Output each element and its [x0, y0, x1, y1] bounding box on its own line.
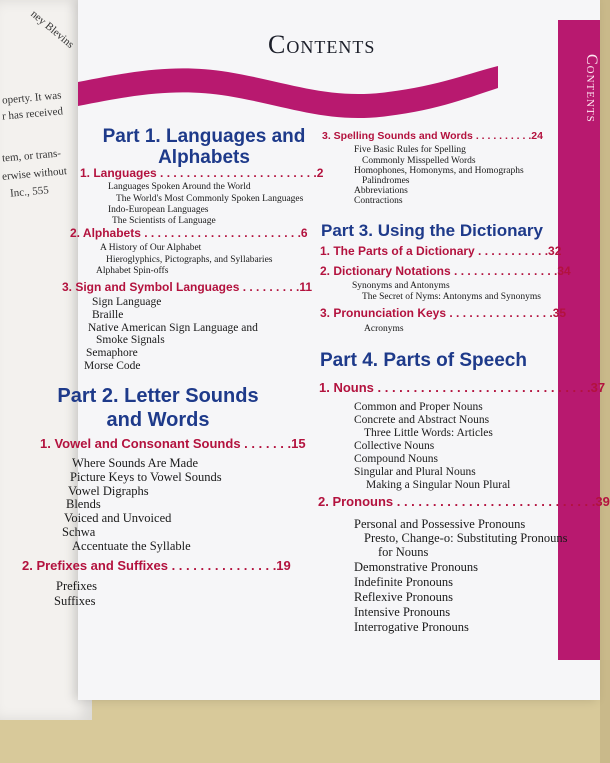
- left-page-fragment: r has received: [1, 105, 64, 123]
- section-heading: 1. Languages . . . . . . . . . . . . . . . . . . . . . . . .2: [80, 166, 324, 180]
- toc-item: Acronyms: [364, 324, 404, 334]
- toc-item: Intensive Pronouns: [354, 605, 451, 619]
- toc-item: Sign Language: [92, 296, 162, 308]
- toc-item: A History of Our Alphabet: [100, 243, 202, 253]
- toc-item: Abbreviations: [354, 186, 408, 196]
- toc-item: Hieroglyphics, Pictographs, and Syllabaries: [106, 255, 273, 265]
- toc-item: Homophones, Homonyms, and Homographs: [354, 166, 524, 176]
- toc-item: Synonyms and Antonyms: [352, 281, 450, 291]
- toc-item: Schwa: [62, 525, 96, 539]
- toc-item: Contractions: [354, 196, 403, 206]
- left-page-fragment: operty. It was: [1, 89, 62, 107]
- part-heading: Part 1. Languages and Alphabets: [102, 126, 306, 168]
- toc-item: The Secret of Nyms: Antonyms and Synonyms: [362, 292, 541, 302]
- toc-item: Common and Proper Nouns: [354, 401, 483, 413]
- section-heading: 3. Spelling Sounds and Words . . . . . . . . . .24: [322, 130, 543, 142]
- section-heading: 3. Sign and Symbol Languages . . . . . . . . .11: [62, 280, 313, 294]
- toc-item: Five Basic Rules for Spelling: [354, 145, 466, 155]
- left-page-fragment: tem, or trans-: [1, 147, 62, 165]
- toc-item: Collective Nouns: [354, 440, 435, 452]
- toc-item: Three Little Words: Articles: [364, 427, 493, 439]
- toc-item: Singular and Plural Nouns: [354, 466, 476, 478]
- section-heading: 2. Prefixes and Suffixes . . . . . . . . . . . . . . .19: [22, 558, 291, 573]
- section-heading: 1. The Parts of a Dictionary . . . . . . . . . . .32: [320, 244, 562, 258]
- part-heading: Part 2. Letter Sounds and Words: [57, 385, 259, 431]
- toc-item: Native American Sign Language and: [88, 322, 258, 334]
- toc-item: Morse Code: [84, 360, 141, 372]
- part-heading: Part 4. Parts of Speech: [320, 350, 527, 371]
- toc-item: Where Sounds Are Made: [72, 456, 199, 470]
- decorative-wave: [78, 62, 498, 122]
- toc-item: Reflexive Pronouns: [354, 590, 453, 604]
- toc-item: Demonstrative Pronouns: [354, 560, 478, 574]
- toc-item: Compound Nouns: [354, 453, 439, 465]
- section-heading: 3. Pronunciation Keys . . . . . . . . . . . . . . . .35: [320, 306, 567, 320]
- left-page-fragment: erwise without: [1, 165, 68, 183]
- toc-item: Alphabet Spin-offs: [96, 266, 169, 276]
- section-heading: 2. Pronouns . . . . . . . . . . . . . . . . . . . . . . . . . . . .39: [318, 494, 610, 509]
- toc-item: Palindromes: [362, 176, 410, 186]
- section-heading: 2. Dictionary Notations . . . . . . . . . . . . . . . .34: [320, 264, 571, 278]
- toc-item: Presto, Change-o: Substituting Pronouns: [364, 531, 568, 545]
- toc-item: Vowel Digraphs: [68, 484, 149, 498]
- toc-item: Making a Singular Noun Plural: [366, 479, 511, 491]
- part-heading: Part 3. Using the Dictionary: [321, 221, 543, 240]
- toc-item: Interrogative Pronouns: [354, 620, 469, 634]
- page-title: Contents: [268, 30, 376, 59]
- toc-item: Blends: [66, 497, 101, 511]
- toc-item: Semaphore: [86, 347, 138, 359]
- side-tab-label: Contents: [583, 54, 600, 123]
- toc-item: for Nouns: [378, 545, 429, 559]
- left-page-fragment: ney Blevins: [28, 8, 77, 51]
- section-heading: 2. Alphabets . . . . . . . . . . . . . . . . . . . . . . . .6: [70, 226, 308, 240]
- toc-item: Accentuate the Syllable: [72, 539, 191, 553]
- toc-item: Voiced and Unvoiced: [64, 511, 172, 525]
- toc-item: Languages Spoken Around the World: [108, 182, 251, 192]
- section-heading: 1. Nouns . . . . . . . . . . . . . . . . . . . . . . . . . . . . . .37: [319, 380, 606, 395]
- section-heading: 1. Vowel and Consonant Sounds . . . . . . .15: [40, 436, 306, 451]
- toc-item: Concrete and Abstract Nouns: [354, 414, 490, 426]
- toc-item: Indo-European Languages: [108, 205, 209, 215]
- toc-item: Braille: [92, 309, 124, 321]
- side-tab: [558, 20, 600, 660]
- toc-item: Prefixes: [56, 579, 97, 593]
- toc-item: Indefinite Pronouns: [354, 575, 453, 589]
- toc-item: Personal and Possessive Pronouns: [354, 517, 526, 531]
- toc-item: The World's Most Commonly Spoken Languages: [116, 194, 304, 204]
- toc-item: Picture Keys to Vowel Sounds: [70, 470, 222, 484]
- toc-item: Smoke Signals: [96, 334, 165, 346]
- left-page-fragment: Inc., 555: [9, 184, 50, 200]
- toc-item: Suffixes: [54, 594, 96, 608]
- toc-item: The Scientists of Language: [112, 216, 216, 226]
- toc-item: Commonly Misspelled Words: [362, 156, 476, 166]
